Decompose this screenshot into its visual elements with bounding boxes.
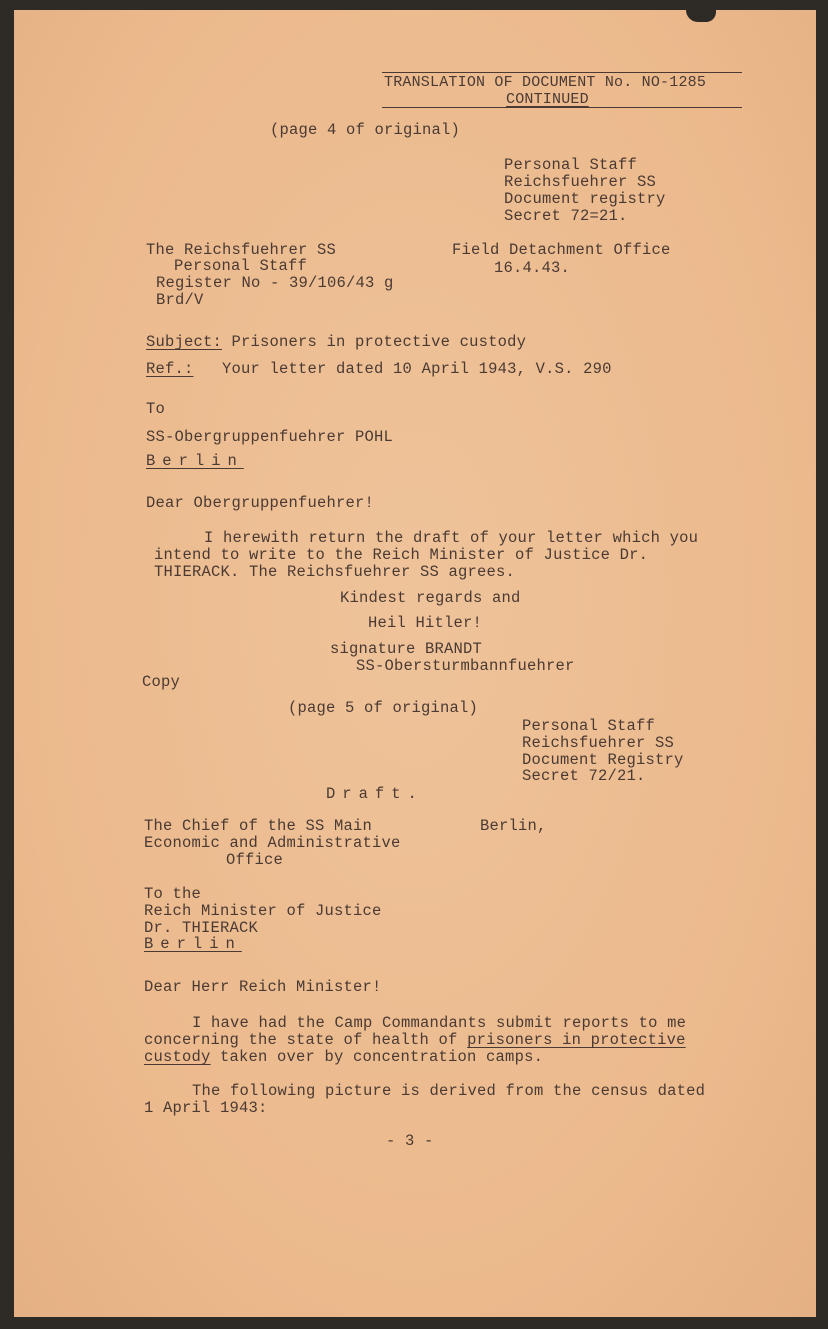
sender-line-1: The Reichsfuehrer SS bbox=[146, 241, 337, 259]
registry2-line-4: Secret 72/21. bbox=[522, 767, 646, 785]
document-page bbox=[14, 10, 816, 1317]
draft-salutation: Dear Herr Reich Minister! bbox=[144, 978, 382, 996]
document-header-title: TRANSLATION OF DOCUMENT No. NO-1285 bbox=[384, 74, 707, 91]
page-number: - 3 - bbox=[386, 1132, 434, 1150]
registry2-line-2: Reichsfuehrer SS bbox=[522, 734, 675, 752]
subject-text: Prisoners in protective custody bbox=[231, 333, 527, 351]
draft-to-label: To the bbox=[144, 885, 202, 903]
draft-body1-line-2-text: concerning the state of health of bbox=[144, 1031, 468, 1049]
ref-text: Your letter dated 10 April 1943, V.S. 290 bbox=[222, 360, 612, 378]
draft-body1-line-3 bbox=[144, 1049, 543, 1066]
draft-place: Berlin, bbox=[480, 817, 547, 835]
draft-sender-line-3: Office bbox=[226, 851, 284, 869]
recipient-city: Berlin bbox=[146, 452, 244, 470]
ref-label: Ref.: bbox=[146, 360, 194, 378]
draft-recipient-city: Berlin bbox=[144, 935, 242, 953]
copy-label: Copy bbox=[142, 673, 181, 691]
subject-label: Subject: bbox=[146, 333, 223, 351]
body-line-3: THIERACK. The Reichsfuehrer SS agrees. bbox=[154, 563, 516, 581]
closing-line-2: Heil Hitler! bbox=[368, 614, 483, 632]
sender-line-3: Register No - 39/106/43 g bbox=[156, 274, 394, 292]
draft-body1-underlined-custody: custody bbox=[144, 1048, 211, 1066]
registry2-line-3: Document Registry bbox=[522, 751, 684, 769]
draft-body2-line-1: The following picture is derived from the census dated bbox=[192, 1082, 706, 1100]
sender-line-4: Brd/V bbox=[156, 291, 204, 309]
registry-line-1: Personal Staff bbox=[504, 156, 638, 174]
paper-tear bbox=[686, 8, 716, 22]
body-line-1: I herewith return the draft of your letter which you bbox=[204, 529, 699, 547]
draft-recipient-line-2: Dr. THIERACK bbox=[144, 919, 259, 937]
draft-body2-line-2: 1 April 1943: bbox=[144, 1099, 268, 1117]
header-rule-bottom bbox=[382, 107, 742, 108]
draft-sender-line-2: Economic and Administrative bbox=[144, 834, 401, 852]
draft-recipient-line-1: Reich Minister of Justice bbox=[144, 902, 382, 920]
to-label: To bbox=[146, 400, 166, 418]
body-line-2: intend to write to the Reich Minister of Justice Dr. bbox=[154, 546, 649, 564]
registry-line-4: Secret 72=21. bbox=[504, 207, 628, 225]
registry-line-2: Reichsfuehrer SS bbox=[504, 173, 657, 191]
draft-sender-line-1: The Chief of the SS Main bbox=[144, 817, 373, 835]
recipient: SS-Obergruppenfuehrer POHL bbox=[146, 428, 394, 446]
subject-line bbox=[146, 334, 526, 351]
signature-line: signature BRANDT bbox=[330, 640, 483, 658]
page-marker-5: (page 5 of original) bbox=[288, 699, 479, 717]
draft-body1-underlined-text: prisoners in protective bbox=[467, 1031, 686, 1049]
draft-body1-line-2 bbox=[144, 1032, 686, 1049]
field-office: Field Detachment Office bbox=[452, 241, 671, 259]
salutation: Dear Obergruppenfuehrer! bbox=[146, 494, 375, 512]
page-marker-4: (page 4 of original) bbox=[270, 121, 461, 139]
closing-line-1: Kindest regards and bbox=[340, 589, 521, 607]
registry-line-3: Document registry bbox=[504, 190, 666, 208]
draft-body1-line-3-text: taken over by concentration camps. bbox=[210, 1048, 544, 1066]
sender-line-2: Personal Staff bbox=[174, 257, 308, 275]
ref-line bbox=[146, 361, 612, 378]
letter-date: 16.4.43. bbox=[494, 259, 571, 277]
draft-label: Draft. bbox=[326, 785, 424, 803]
signature-rank: SS-Obersturmbannfuehrer bbox=[356, 657, 575, 675]
document-header-continued: CONTINUED bbox=[506, 91, 589, 108]
header-rule-top bbox=[382, 72, 742, 73]
draft-body1-line-1: I have had the Camp Commandants submit reports to me bbox=[192, 1014, 687, 1032]
registry2-line-1: Personal Staff bbox=[522, 717, 656, 735]
